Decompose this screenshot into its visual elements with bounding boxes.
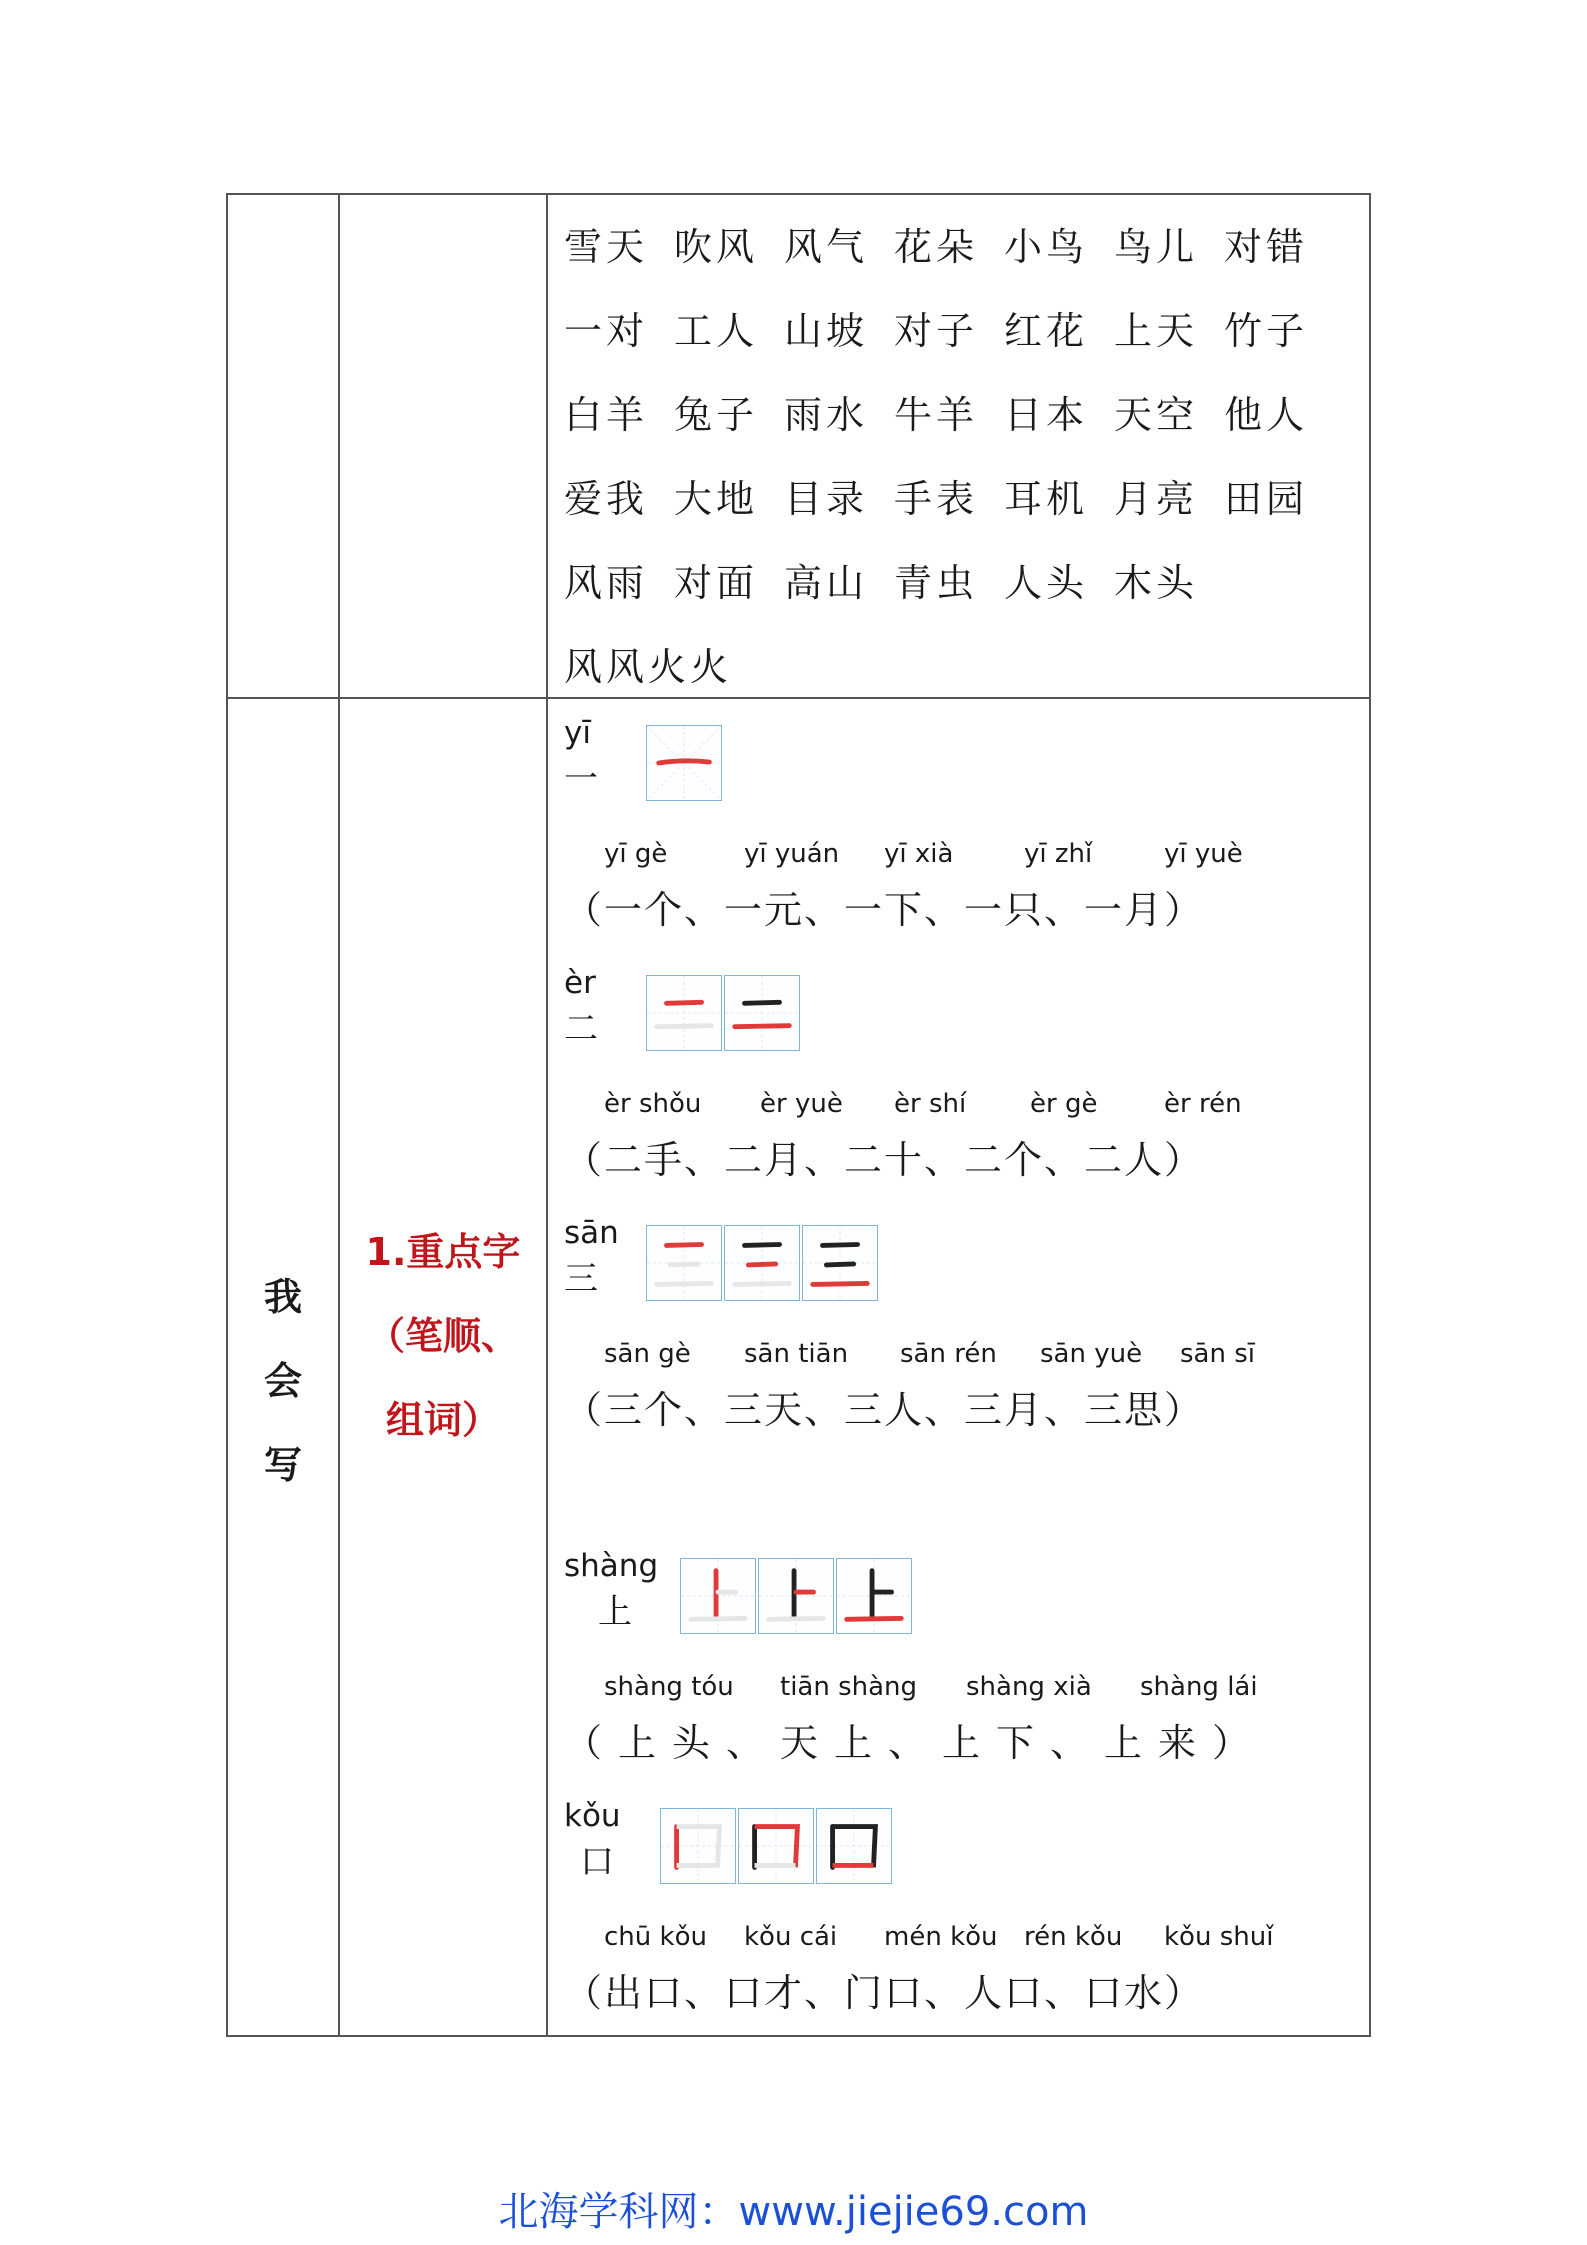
word: 雪天 [564,225,649,269]
char-text: 一 [564,759,598,799]
category-label [340,1210,546,1462]
phrase-pinyin: yī yuè [1164,839,1243,869]
word: 风气 [784,225,869,269]
word: 鸟儿 [1114,225,1199,269]
word: 青虫 [894,561,979,605]
word: 红花 [1004,309,1089,353]
phrase-pinyin: sān gè [604,1339,691,1369]
phrase-pinyin: chū kǒu [604,1922,707,1952]
stroke-cell [724,975,800,1051]
col-divider-1 [338,195,340,2035]
phrase-block [564,1672,1344,1767]
word: 对子 [894,309,979,353]
category-sub: 组词） [385,1397,500,1442]
stroke-cell [724,1225,800,1301]
stroke-cell [802,1225,878,1301]
category-title: 1.重点字 [365,1230,521,1274]
stroke-cell [816,1808,892,1884]
word: 他人 [1224,393,1309,437]
phrase-pinyin: èr gè [1030,1089,1098,1119]
char-pinyin: èr [564,965,596,1001]
phrase-block [564,1339,1344,1434]
phrase-text: （一个、一元、一下、一只、一月） [564,888,1205,932]
word: 木头 [1114,561,1199,605]
phrase-pinyin: tiān shàng [780,1672,918,1702]
col-divider-2 [546,195,548,2035]
char-text: 上 [598,1592,632,1632]
phrase-pinyin: sān yuè [1040,1339,1143,1369]
section-label [248,1255,318,1507]
stroke-cell [758,1558,834,1634]
section-label-char: 会 [263,1358,302,1403]
stroke-cell [836,1558,912,1634]
phrase-pinyin: èr shí [894,1089,967,1119]
phrase-pinyin: sān rén [900,1339,997,1369]
word: 对错 [1224,225,1309,269]
word: 白羊 [564,393,649,437]
char-text: 二 [564,1009,598,1049]
phrase-pinyin: shàng lái [1140,1672,1258,1702]
word: 天空 [1114,393,1199,437]
word: 爱我 [564,477,649,521]
char-pinyin: shàng [564,1548,659,1584]
word: 牛羊 [894,393,979,437]
stroke-grid [646,975,802,1053]
word: 耳机 [1004,477,1089,521]
stroke-cell [646,725,722,801]
word: 风风火火 [564,645,733,689]
word: 对面 [674,561,759,605]
phrase-pinyin: yī yuán [744,839,840,869]
phrase-pinyin: yī gè [604,839,668,869]
word: 高山 [784,561,869,605]
phrase-pinyin: èr shǒu [604,1089,702,1119]
word: 工人 [674,309,759,353]
section-label-char: 我 [263,1274,302,1319]
vocab-table [226,193,1371,2037]
word: 月亮 [1114,477,1199,521]
phrase-pinyin: èr rén [1164,1089,1242,1119]
word: 风雨 [564,561,649,605]
word-row [564,373,1344,457]
word: 花朵 [894,225,979,269]
word: 人头 [1004,561,1089,605]
phrase-pinyin: sān sī [1180,1339,1255,1369]
phrase-pinyin: mén kǒu [884,1922,998,1952]
stroke-grid [660,1808,894,1886]
char-pinyin: kǒu [564,1798,621,1834]
word: 吹风 [674,225,759,269]
word: 田园 [1224,477,1309,521]
word: 山坡 [784,309,869,353]
word: 小鸟 [1004,225,1089,269]
char-pinyin: sān [564,1215,619,1251]
stroke-grid [680,1558,914,1636]
char-text: 口 [580,1842,614,1882]
stroke-cell [646,975,722,1051]
word-row [564,541,1344,625]
phrase-pinyin: yī xià [884,839,954,869]
phrase-pinyin: shàng xià [966,1672,1092,1702]
phrase-block [564,839,1344,934]
phrase-text: （三个、三天、三人、三月、三思） [564,1388,1205,1432]
phrase-block [564,1089,1344,1184]
phrase-text: （二手、二月、二十、二个、二人） [564,1138,1205,1182]
word: 大地 [674,477,759,521]
phrase-pinyin: yī zhǐ [1024,839,1093,869]
word-row [564,457,1344,541]
stroke-grid [646,1225,880,1303]
char-pinyin: yī [564,715,591,751]
stroke-grid [646,725,724,803]
word-row [564,205,1344,289]
footer-website[interactable]: 北海学科网：www.jiejie69.com [498,2189,1089,2235]
phrase-pinyin: shàng tóu [604,1672,734,1702]
phrase-pinyin: kǒu shuǐ [1164,1922,1274,1952]
char-text: 三 [564,1259,598,1299]
word-row [564,289,1344,373]
stroke-cell [660,1808,736,1884]
stroke-cell [680,1558,756,1634]
word: 手表 [894,477,979,521]
phrase-text: （上头、天上、上下、上来） [564,1721,1267,1765]
word: 雨水 [784,393,869,437]
word: 目录 [784,477,869,521]
phrase-block [564,1922,1344,2017]
word: 一对 [564,309,649,353]
word: 上天 [1114,309,1199,353]
phrase-pinyin: kǒu cái [744,1922,838,1952]
word-row [564,625,1344,709]
stroke-cell [738,1808,814,1884]
word-list [564,205,1344,709]
category-sub: （笔顺、 [366,1313,519,1358]
phrase-text: （出口、口才、门口、人口、口水） [564,1971,1205,2015]
phrase-pinyin: rén kǒu [1024,1922,1123,1952]
word: 竹子 [1224,309,1309,353]
phrase-pinyin: sān tiān [744,1339,849,1369]
word: 日本 [1004,393,1089,437]
word: 兔子 [674,393,759,437]
section-label-char: 写 [263,1442,302,1487]
stroke-cell [646,1225,722,1301]
phrase-pinyin: èr yuè [760,1089,843,1119]
